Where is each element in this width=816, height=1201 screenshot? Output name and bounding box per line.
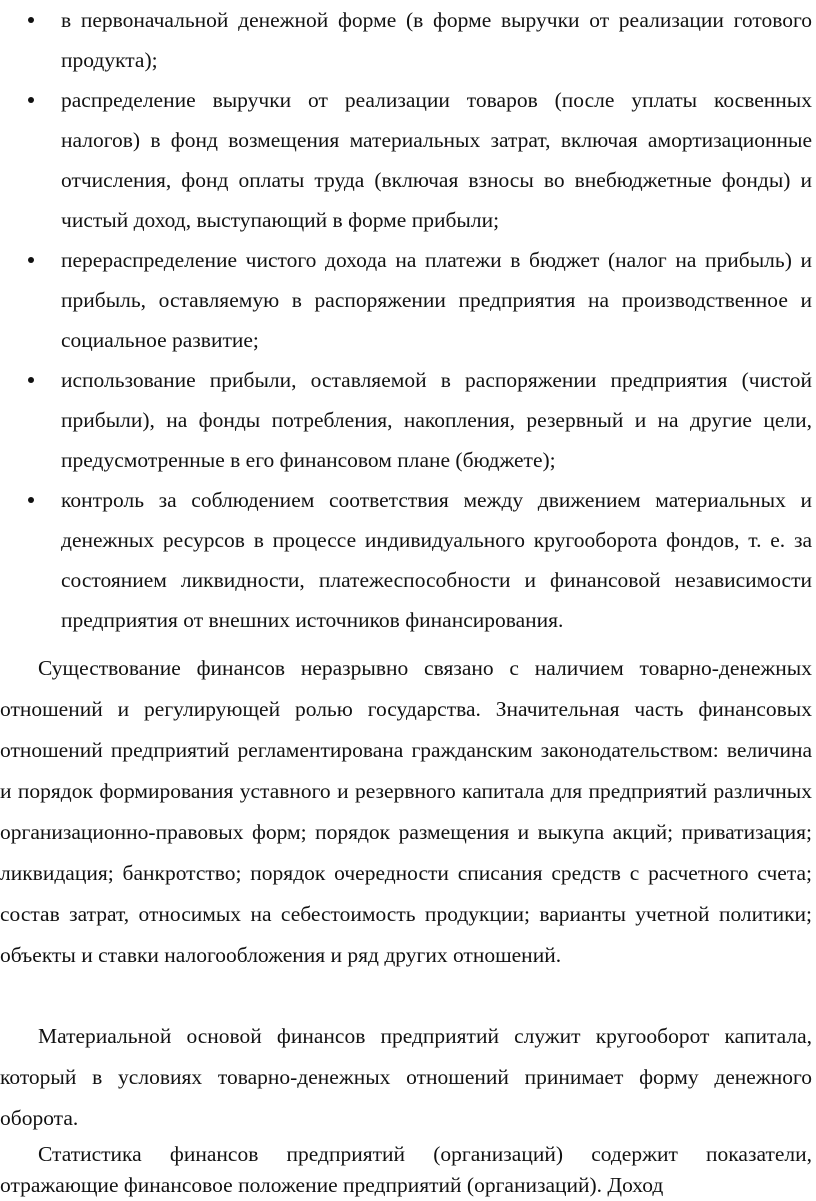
paragraph-statistics: Статистика финансов предприятий (организаций) содержит показатели, отражающие финансовое положение предприятий (организаций). Доход — [0, 1142, 812, 1197]
bullet-item — [0, 480, 816, 640]
bullet-dot-icon — [28, 497, 34, 503]
bullet-item-text: контроль за соблюдением соответствия между движением материальных и денежных ресурсов в процессе индивидуального кругооборота фондов, т. е. за состоянием ликвидности, платежеспособности и финансовой независимости предприятия от внешних источников финансирования. — [61, 488, 812, 632]
bullet-item — [0, 80, 816, 240]
bullet-item-text: использование прибыли, оставляемой в распоряжении предприятия (чистой прибыли), на фонды потребления, накопления, резервный и на другие цели, предусмотренные в его финансовом плане (бюджете); — [61, 368, 812, 472]
paragraph-legal-regulation: Существование финансов неразрывно связано с наличием товарно-денежных отношений и регулирующей ролью государства. Значительная часть финансовых отношений предприятий регламентирована гражданским законодательством: величина и порядок формирования уставного и резервного капитала для предприятий различных организационно-правовых форм; порядок размещения и выкупа акций; приватизация; ликвидация; банкротство; порядок очередности списания средств с расчетного счета; состав затрат, относимых на себестоимость продукции; варианты учетной политики; объекты и ставки налогообложения и ряд других отношений. — [0, 656, 812, 967]
bullet-dot-icon — [28, 17, 34, 23]
paragraph-material-basis: Материальной основой финансов предприятий служит кругооборот капитала, который в условиях товарно-денежных отношений принимает форму денежного оборота. — [0, 1024, 812, 1130]
bullet-item-text: в первоначальной денежной форме (в форме выручки от реализации готового продукта); — [61, 8, 812, 72]
bullet-item-text: распределение выручки от реализации товаров (после уплаты косвенных налогов) в фонд возмещения материальных затрат, включая амортизационные отчисления, фонд оплаты труда (включая взносы во внебюджетные фонды) и чистый доход, выступающий в форме прибыли; — [61, 88, 812, 232]
bullet-item — [0, 0, 816, 80]
bullet-item-text: перераспределение чистого дохода на платежи в бюджет (налог на прибыль) и прибыль, оставляемую в распоряжении предприятия на производственное и социальное развитие; — [61, 248, 812, 352]
bullet-item — [0, 240, 816, 360]
bullet-dot-icon — [28, 257, 34, 263]
bullet-dot-icon — [28, 377, 34, 383]
bullet-dot-icon — [28, 97, 34, 103]
bullet-item — [0, 360, 816, 480]
